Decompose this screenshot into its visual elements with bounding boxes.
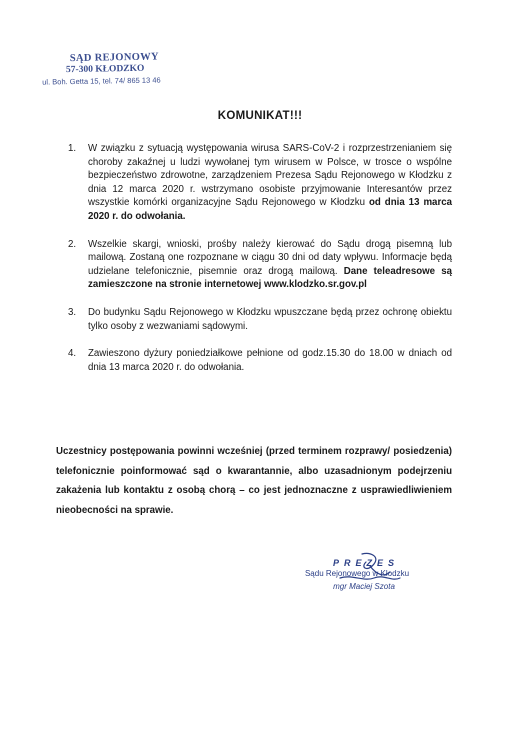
- list-item-text: Zawieszono dyżury poniedziałkowe pełnione od godz.15.30 do 18.00 w dniach od dnia 13 marca 2020 r. do odwołania.: [88, 348, 452, 373]
- signature-court: Sądu Rejonowego w Kłodzku: [304, 569, 410, 578]
- list-item-number: 1.: [68, 143, 77, 154]
- list-item: [68, 142, 452, 224]
- list-item-number: 3.: [68, 306, 77, 318]
- document-title: KOMUNIKAT!!!: [217, 110, 303, 122]
- signature-name: mgr Maciej Szota: [333, 582, 395, 591]
- stamp-address: ul. Boh. Getta 15, tel. 74/ 865 13 46: [42, 75, 161, 87]
- list-item: [68, 238, 452, 292]
- list-item-bold-text: Dane teleadresowe są zamieszczone na stronie internetowej www.klodzko.sr.gov.pl: [88, 265, 453, 291]
- list-item: [68, 306, 452, 333]
- signature-stamp: [282, 558, 432, 591]
- announcement-list: [68, 142, 452, 374]
- list-item-text: Wszelkie skargi, wnioski, prośby należy kierować do Sądu drogą pisemną lub mailową. Zostaną one rozpoznane w ciągu 30 dni od daty wpływu. Informacje będą udzielane telefonicznie, pisemnie oraz drogą mailową.: [88, 238, 452, 277]
- stamp-postal-city: 57-300 KŁODZKO: [65, 63, 145, 76]
- stamp-court-name: SĄD REJONOWY: [69, 51, 159, 65]
- list-item-bold-text: od dnia 13 marca 2020 r. do odwołania.: [88, 197, 452, 222]
- list-item-number: 2.: [68, 238, 77, 250]
- list-item-text: Do budynku Sądu Rejonowego w Kłodzku wpuszczane będą przez ochronę obiektu tylko osoby z wezwaniami sądowymi.: [88, 306, 452, 332]
- list-item: [68, 347, 452, 374]
- list-item-text: W związku z sytuacją występowania wirusa SARS-CoV-2 i rozprzestrzenianiem się choroby zakaźnej u ludzi wywołanej tym wirusem w Polsce, w trosce o wspólne bezpieczeństwo zdrowotne, zarządzeniem Prezesa Sądu Rejonowego w Kłodzku z dnia 12 marca 2020 r. wstrzymano osobiste przyjmowanie Interesantów przez wszystkie komórki organizacyjne Sądu Rejonowego w Kłodzku: [88, 143, 452, 209]
- court-stamp: [42, 51, 219, 87]
- signature-title: PREZES: [332, 558, 399, 568]
- list-item-number: 4.: [68, 348, 77, 360]
- participants-notice: Uczestnicy postępowania powinni wcześniej (przed terminem rozprawy/ posiedzenia) telefonicznie poinformować sąd o kwarantannie, albo uzasadnionym podejrzeniu zakażenia lub kontaktu z osobą chorą – co jest jednoznaczne z usprawiedliwieniem nieobecności na sprawie.: [56, 446, 452, 516]
